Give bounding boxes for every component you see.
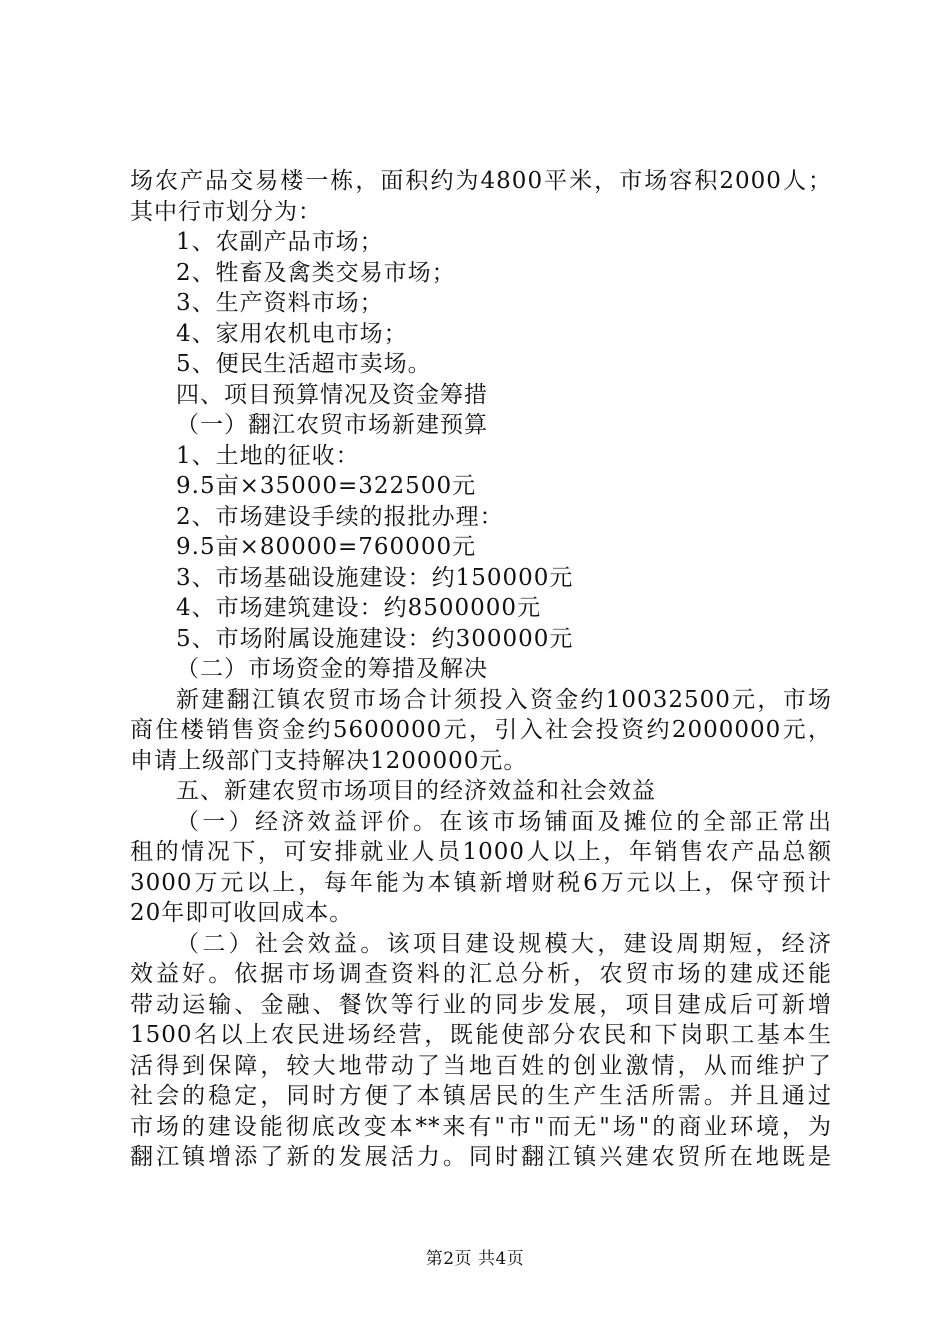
text-line: 2、牲畜及禽类交易市场； — [176, 259, 456, 286]
text-line: 场农产品交易楼一栋，面积约为4800平米，市场容积2000人； — [130, 168, 832, 194]
text-line: 9.5亩×35000=322500元 — [176, 473, 477, 499]
text-line: 带动运输、金融、餐饮等行业的同步发展，项目建成后可新增 — [130, 991, 832, 1018]
document-body — [130, 166, 832, 1173]
text-line: （一）翻江农贸市场新建预算 — [176, 412, 488, 438]
text-line: 其中行市划分为： — [130, 198, 322, 225]
text-line: 效益好。依据市场调查资料的汇总分析，农贸市场的建成还能 — [130, 961, 832, 987]
text-line: （一）经济效益评价。在该市场铺面及摊位的全部正常出 — [176, 808, 832, 835]
text-line: 翻江镇增添了新的发展活力。同时翻江镇兴建农贸所在地既是 — [130, 1144, 832, 1170]
text-line: 3000万元以上，每年能为本镇新增财税6万元以上，保守预计 — [130, 869, 832, 896]
text-line: 活得到保障，较大地带动了当地百姓的创业激情，从而维护了 — [130, 1052, 832, 1079]
text-line: 2、市场建设手续的报批办理： — [176, 503, 504, 530]
text-line: 4、家用农机电市场； — [176, 320, 408, 347]
text-line: 四、项目预算情况及资金筹措 — [176, 381, 488, 408]
text-line: 4、市场建筑建设：约8500000元 — [176, 595, 542, 621]
text-line: 1500名以上农民进场经营，既能使部分农民和下岗职工基本生 — [130, 1022, 832, 1048]
text-line: 1、农副产品市场； — [176, 229, 384, 255]
text-line: 5、便民生活超市卖场。 — [176, 351, 432, 377]
text-line: 5、市场附属设施建设：约300000元 — [176, 625, 574, 652]
text-line: 申请上级部门支持解决1200000元。 — [130, 747, 528, 774]
text-line: 社会的稳定，同时方便了本镇居民的生产生活所需。并且通过 — [130, 1083, 832, 1109]
text-line: 租的情况下，可安排就业人员1000人以上，年销售农产品总额 — [130, 839, 832, 865]
text-line: 3、市场基础设施建设：约150000元 — [176, 564, 574, 591]
page-footer: 第2页 共4页 — [425, 1249, 525, 1269]
text-line: 商住楼销售资金约5600000元，引入社会投资约2000000元， — [130, 717, 832, 743]
text-line: 五、新建农贸市场项目的经济效益和社会效益 — [176, 778, 656, 804]
text-line: 市场的建设能彻底改变本**来有"市"而无"场"的商业环境，为 — [130, 1113, 832, 1140]
text-line: 20年即可收回成本。 — [130, 900, 354, 926]
text-line: （二）市场资金的筹措及解决 — [176, 656, 488, 682]
text-line: 3、生产资料市场； — [176, 290, 384, 316]
text-line: （二）社会效益。该项目建设规模大，建设周期短，经济 — [176, 930, 832, 957]
text-line: 新建翻江镇农贸市场合计须投入资金约10032500元，市场 — [176, 686, 832, 713]
text-line: 1、土地的征收： — [176, 442, 360, 469]
text-line: 9.5亩×80000=760000元 — [176, 534, 477, 560]
